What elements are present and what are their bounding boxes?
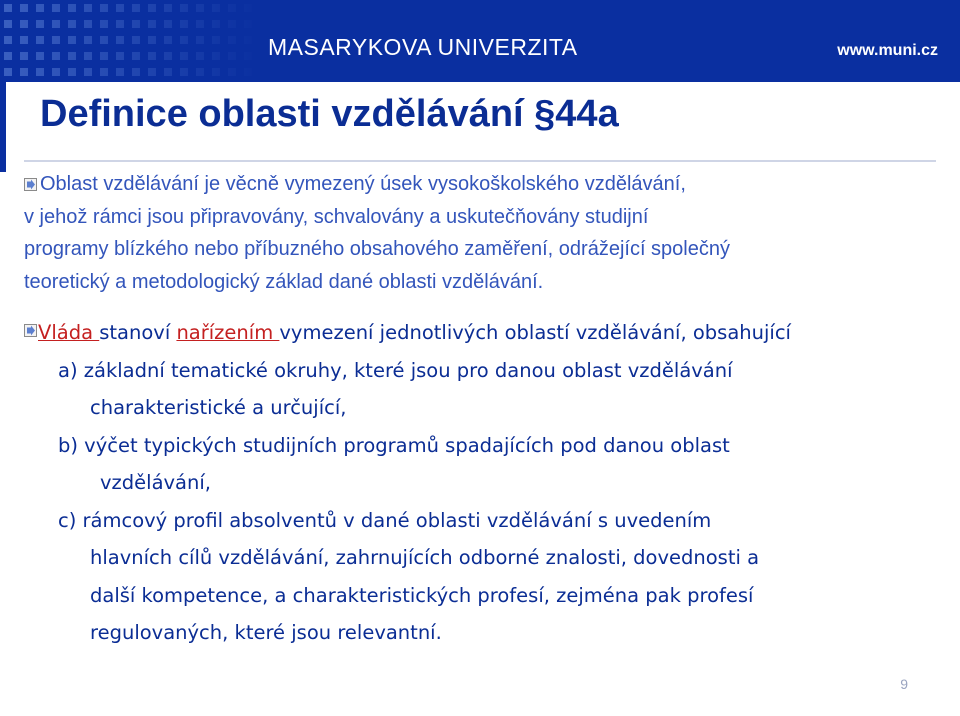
text-stanovi: stanoví (99, 321, 177, 344)
page-number: 9 (900, 676, 908, 692)
list-item-c-cont: další kompetence, a charakteristických profesí, zejména pak profesí (90, 583, 754, 607)
list-item-c-cont: regulovaných, které jsou relevantní. (90, 621, 442, 644)
paragraph-line: Oblast vzdělávání je věcně vymezený úsek vysokoškolského vzdělávání, (40, 173, 686, 195)
left-accent-strip (0, 82, 6, 172)
paragraph-definition (24, 168, 924, 298)
list-item-c: c) rámcový profil absolventů v dané oblasti vzdělávání s uvedením (58, 508, 712, 532)
title-divider (24, 160, 936, 162)
list-item-b-cont: vzdělávání, (100, 471, 211, 494)
header-band (0, 0, 960, 82)
link-narizenim[interactable]: nařízením (176, 321, 280, 344)
paragraph-line: teoretický a metodologický základ dané oblasti vzdělávání. (24, 270, 544, 293)
website-url: www.muni.cz (837, 42, 938, 59)
slide-title: Definice oblasti vzdělávání §44a (40, 93, 619, 135)
university-name: MASARYKOVA UNIVERZITA (268, 34, 578, 60)
paragraph-government-decree (24, 314, 924, 652)
dot-pattern-decoration (0, 0, 260, 82)
list-item-a-cont: charakteristické a určující, (90, 396, 347, 419)
list-item-b: b) výčet typických studijních programů spadajících pod danou oblast (58, 433, 730, 457)
paragraph-line: v jehož rámci jsou připravovány, schvalovány a uskutečňovány studijní (24, 205, 649, 228)
paragraph-line: programy blízkého nebo příbuzného obsahového zaměření, odrážející společný (24, 238, 730, 260)
list-item-c-cont: hlavních cílů vzdělávání, zahrnujících odborné znalosti, dovednosti a (90, 546, 760, 569)
text-vymezeni: vymezení jednotlivých oblastí vzdělávání, obsahující (279, 321, 791, 344)
link-vlada[interactable]: Vláda (38, 321, 100, 344)
list-item-a: a) základní tematické okruhy, které jsou pro danou oblast vzdělávání (58, 358, 733, 382)
paragraph-lead-line (24, 314, 924, 352)
